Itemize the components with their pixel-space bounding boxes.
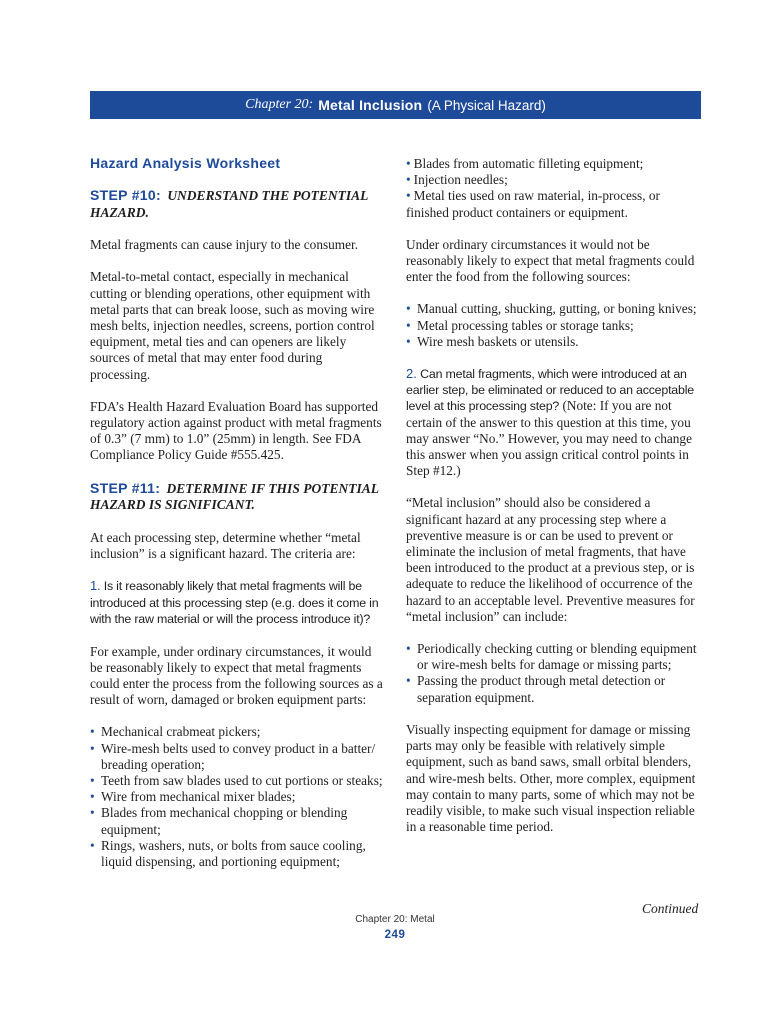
paragraph: Metal fragments can cause injury to the consumer. [90, 237, 359, 253]
list-item: • Rings, washers, nuts, or bolts from sauce cooling, liquid dispensing, and portioning equipment; [90, 838, 385, 870]
list-item: • Wire from mechanical mixer blades; [90, 789, 385, 805]
bullet-icon: • [406, 188, 411, 204]
list-item [406, 188, 702, 220]
list-item-text: Metal ties used on raw material, in-process, or finished product containers or equipment. [406, 188, 660, 220]
list-item: • Blades from mechanical chopping or blending equipment; [90, 805, 385, 837]
right-column [406, 156, 702, 851]
paragraph: For example, under ordinary circumstances, it would be reasonably likely to expect that metal fragments could enter the process from the following sources as a result of worn, damaged or broken equipment parts: [90, 643, 383, 708]
list-item: • Manual cutting, shucking, gutting, or boning knives; [406, 301, 702, 317]
step-10-text: UNDERSTAND THE POTENTIAL HAZARD. [90, 188, 368, 220]
chapter-title: Metal Inclusion [318, 97, 423, 113]
worksheet-heading: Hazard Analysis Worksheet [90, 155, 281, 171]
paragraph: “Metal inclusion” should also be considered a significant hazard at any processing step where a preventive measure is or can be used to prevent or eliminate the inclusion of metal fragments, that have been introduced to the product at a previous step, or is adequate to reduce the likelihood of occurrence of the hazard to an acceptable level. Preventive measures for “metal inclusion” can include: [406, 495, 695, 624]
list-item: • Periodically checking cutting or blending equipment or wire-mesh belts for damage or missing parts; [406, 641, 702, 673]
list-item: • Wire mesh baskets or utensils. [406, 334, 702, 350]
paragraph: Visually inspecting equipment for damage or missing parts may only be feasible with relatively simple equipment, such as band saws, small orbital blenders, and wire-mesh belts. Other, more complex, equipment may contain to many parts, some of which may not be readily visible, to make such visual inspection reliable in a reasonable time period. [406, 721, 696, 835]
paragraph: FDA’s Health Hazard Evaluation Board has supported regulatory action against product with metal fragments of 0.3” (7 mm) to 1.0” (25mm) in length. See FDA Compliance Policy Guide #555.425. [90, 398, 382, 463]
chapter-label: Chapter 20: [245, 97, 314, 112]
question-1 [90, 578, 385, 628]
page-number: 249 [384, 929, 406, 941]
step-10-heading [90, 187, 385, 221]
step-10-number: STEP #10: [90, 187, 161, 204]
preventive-measures-list [406, 641, 702, 706]
paragraph: Under ordinary circumstances it would not be reasonably likely to expect that metal fragments could enter the food from the following sources: [406, 236, 695, 285]
step-11-number: STEP #11: [90, 479, 161, 496]
list-item: • Passing the product through metal detection or separation equipment. [406, 673, 702, 705]
chapter-banner [90, 91, 701, 119]
question-number: 2. [406, 366, 417, 382]
equipment-sources-list [90, 724, 385, 870]
paragraph: Metal-to-metal contact, especially in mechanical cutting or blending operations, other equipment with metal parts that can break loose, such as moving wire mesh belts, injection needles, screens, portion control equipment, metal ties and can openers are likely sources of metal that may enter food during processing. [90, 269, 375, 382]
list-item-text: Injection needles; [413, 172, 508, 188]
question-note: (Note: If you are not certain of the answer to this question at this time, you may answer “No.” However, you may need to change this answer when you assign critical control points in Step #12.) [406, 398, 692, 479]
list-item-text: Blades from automatic filleting equipment; [413, 156, 644, 171]
footer-chapter-label: Chapter 20: Metal [355, 914, 435, 925]
list-item [406, 172, 702, 188]
question-number: 1. [90, 578, 101, 594]
list-item: • Mechanical crabmeat pickers; [90, 724, 385, 740]
question-text: Can metal fragments, which were introduced at an earlier step, be eliminated or reduced to an acceptable level at this processing step? [406, 367, 694, 414]
unlikely-sources-list [406, 301, 702, 350]
list-item: • Wire-mesh belts used to convey product in a batter/ breading operation; [90, 741, 385, 773]
step-11-text: DETERMINE IF THIS POTENTIAL HAZARD IS SIGNIFICANT. [90, 480, 379, 513]
list-item [406, 156, 702, 172]
paragraph: At each processing step, determine whether “metal inclusion” is a significant hazard. The criteria are: [90, 529, 361, 561]
equipment-sources-list-continued [406, 156, 702, 221]
question-text: Is it reasonably likely that metal fragments will be introduced at this processing step (e.g. does it come in with the raw material or will the process introduce it)? [90, 579, 379, 627]
list-item: • Teeth from saw blades used to cut portions or steaks; [90, 773, 385, 789]
bullet-icon: • [406, 172, 411, 188]
chapter-subtitle: (A Physical Hazard) [427, 97, 546, 113]
question-2 [406, 366, 702, 479]
list-item: • Metal processing tables or storage tanks; [406, 318, 702, 334]
continued-label: Continued [642, 901, 699, 916]
left-column [90, 148, 385, 886]
step-11-heading [90, 480, 385, 514]
bullet-icon: • [406, 156, 411, 171]
